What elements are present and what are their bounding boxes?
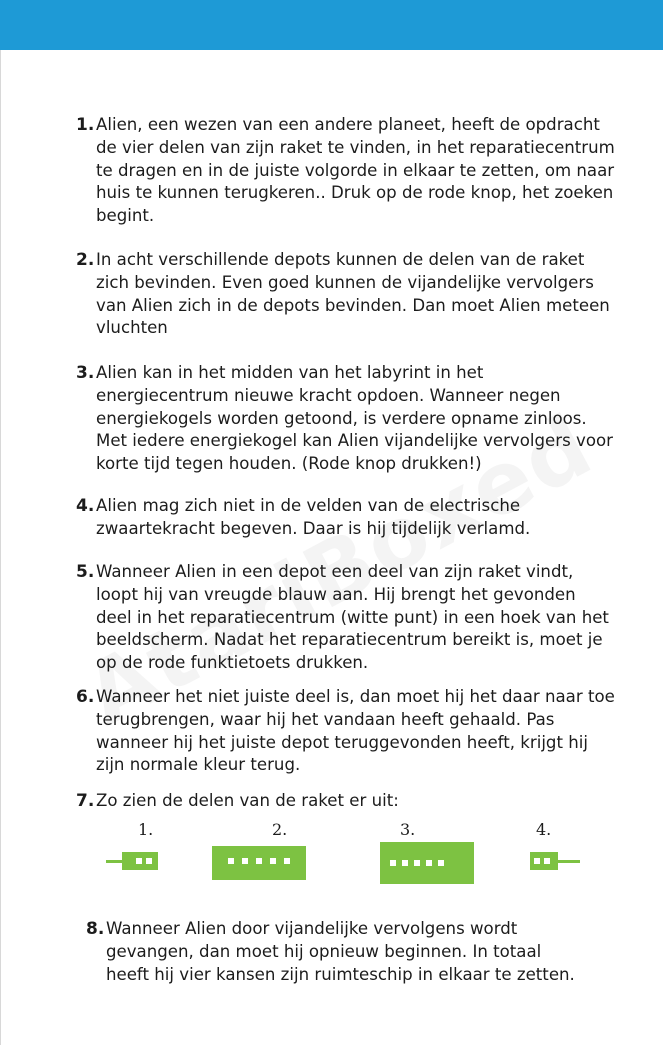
item-text: Zo zien de delen van de raket er uit: [96, 791, 399, 810]
rocket-parts-figure [100, 820, 600, 890]
item-number: 4. [76, 496, 95, 516]
item-number: 7. [76, 791, 95, 811]
item-number: 6. [76, 687, 95, 707]
instruction-item-5 [76, 561, 616, 675]
instruction-item-3 [76, 362, 616, 476]
instruction-item-8 [86, 918, 586, 986]
instruction-item-6 [76, 686, 616, 777]
item-text: Alien mag zich niet in de velden van de electrische zwaartekracht begeven. Daar is hij tijdelijk verlamd. [96, 496, 531, 538]
item-number: 8. [86, 919, 105, 939]
item-text: Wanneer Alien in een depot een deel van zijn raket vindt, loopt hij van vreugde blauw aan. Hij brengt het gevonden deel in het reparatiecentrum (witte punt) in een hoek van het beeldscherm. Nadat het reparatiecentrum bereikt is, moet je op de rode funktietoets drukken. [96, 562, 609, 673]
item-number: 1. [76, 115, 95, 135]
part-label-3: 3. [400, 820, 416, 839]
item-number: 2. [76, 250, 95, 270]
part-label-1: 1. [138, 820, 154, 839]
instruction-item-7 [76, 790, 616, 813]
item-text: Alien kan in het midden van het labyrint in het energiecentrum nieuwe kracht opdoen. Wanneer negen energiekogels worden getoond, is verdere opname zinloos. Met iedere energiekogel kan Alien vijandelijke vervolgers voor korte tijd tegen houden. (Rode knop drukken!) [96, 363, 613, 474]
instruction-item-2 [76, 249, 616, 340]
item-number: 3. [76, 363, 95, 383]
top-color-band [0, 0, 663, 50]
instruction-item-1 [76, 114, 616, 228]
instruction-item-4 [76, 495, 616, 541]
item-text: Alien, een wezen van een andere planeet, heeft de opdracht de vier delen van zijn raket te vinden, in het reparatiecentrum te dragen en in de juiste volgorde in elkaar te zetten, om naar huis te kunnen terugkeren.. Druk op de rode knop, het zoeken begint. [96, 115, 615, 226]
item-text: Wanneer Alien door vijandelijke vervolgens wordt gevangen, dan moet hij opnieuw beginnen. In totaal heeft hij vier kansen zijn ruimteschip in elkaar te zetten. [106, 919, 575, 984]
page-edge [0, 50, 1, 1045]
item-text: In acht verschillende depots kunnen de delen van de raket zich bevinden. Even goed kunnen de vijandelijke vervolgers van Alien zich in de depots bevinden. Dan moet Alien meteen vluchten [96, 250, 610, 338]
item-text: Wanneer het niet juiste deel is, dan moet hij het daar naar toe terugbrengen, waar hij het vandaan heeft gehaald. Pas wanneer hij het juiste depot teruggevonden heeft, krijgt hij zijn normale kleur terug. [96, 687, 615, 775]
item-number: 5. [76, 562, 95, 582]
part-label-4: 4. [536, 820, 552, 839]
part-label-2: 2. [272, 820, 288, 839]
